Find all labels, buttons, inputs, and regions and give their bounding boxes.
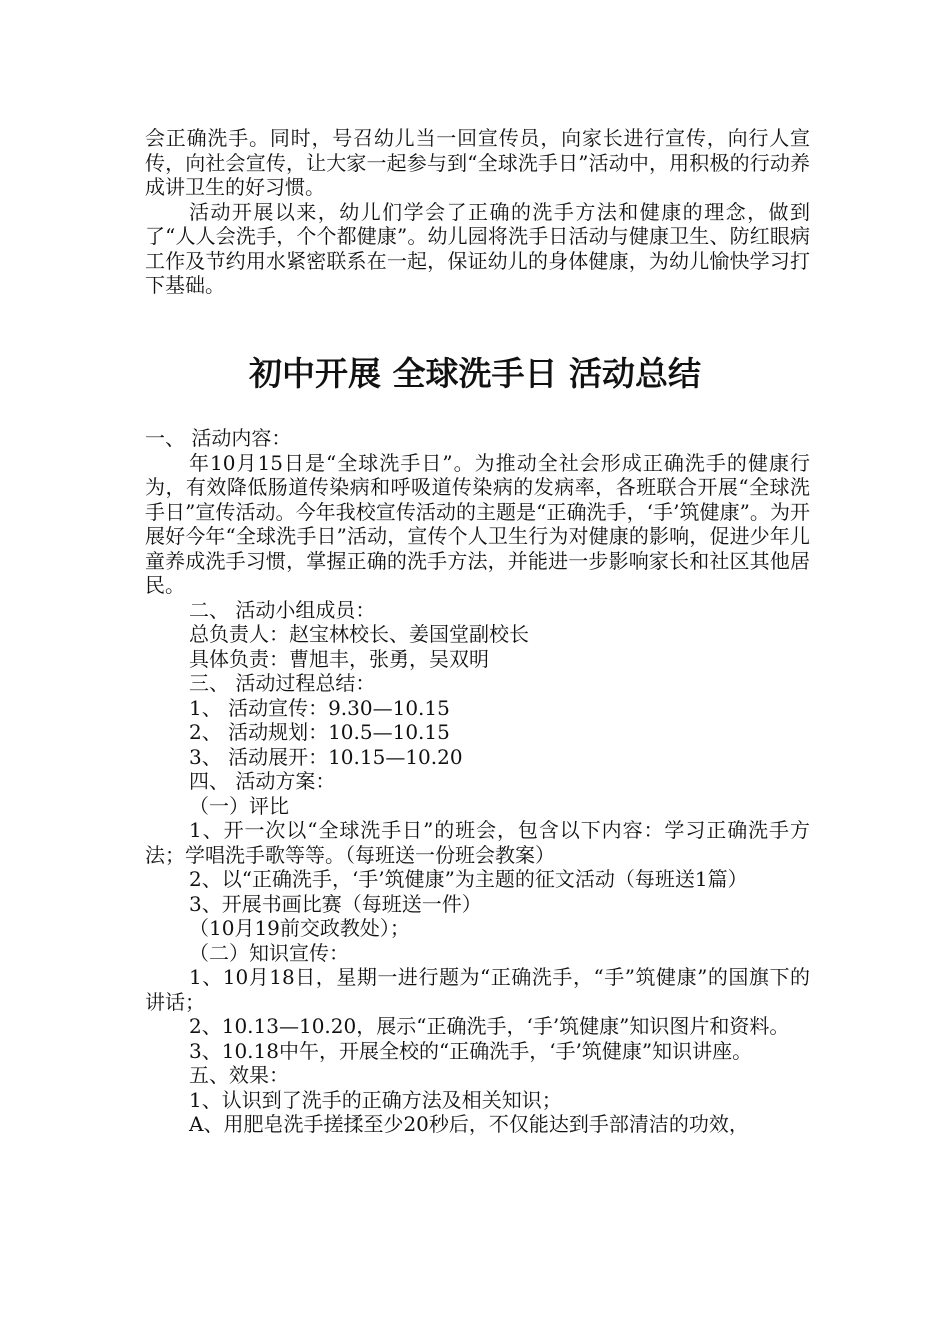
plan-item-1: 1、开一次以“全球洗手日”的班会，包含以下内容：学习正确洗手方法；学唱洗手歌等等。（每班送一份班会教案）: [145, 818, 810, 867]
summary-body: [145, 426, 810, 1137]
subsection-1-heading: （一）评比: [189, 793, 289, 818]
knowledge-item-3: 3、10.18中午，开展全校的“正确洗手，‘手’筑健康”知识讲座。: [189, 1038, 753, 1063]
knowledge-item-2: 2、10.13—10.20，展示“正确洗手，‘手’筑健康”知识图片和资料。: [189, 1014, 790, 1038]
section-1-text: 年10月15日是“全球洗手日”。为推动全社会形成正确洗手的健康行为，有效降低肠道传染病和呼吸道传染病的发病率，各班联合开展“全球洗手日”宣传活动。今年我校宣传活动的主题是“正确洗手，‘手’筑健康”。为开展好今年“全球洗手日”活动，宣传个人卫生行为对健康的影响，促进少年儿童养成洗手习惯，掌握正确的洗手方法，并能进一步影响家长和社区其他居民。: [145, 450, 810, 597]
intro-paragraph-2: 活动开展以来，幼儿们学会了正确的洗手方法和健康的理念，做到了“人人会洗手，个个都健康”。幼儿园将洗手日活动与健康卫生、防红眼病工作及节约用水紧密联系在一起，保证幼儿的身体健康，为幼儿愉快学习打下基础。: [145, 199, 810, 297]
leader-line: 总负责人：赵宝林校长、姜国堂副校长: [189, 622, 529, 646]
process-step-1: 1、 活动宣传：9.30—10.15: [189, 695, 450, 720]
document-title: 初中开展 全球洗手日 活动总结: [249, 354, 701, 393]
deadline-note: （10月19前交政教处）；: [189, 916, 410, 940]
intro-section: [145, 126, 810, 298]
staff-line: 具体负责：曹旭丰，张勇，吴双明: [189, 646, 489, 671]
process-step-2: 2、 活动规划：10.5—10.15: [189, 720, 450, 744]
section-2-heading: 二、 活动小组成员：: [189, 597, 376, 622]
section-1-heading: 一、 活动内容：: [145, 426, 292, 450]
subsection-2-heading: （二）知识宣传：: [189, 940, 349, 965]
plan-item-3: 3、开展书画比赛（每班送一件）: [189, 891, 482, 916]
section-5-heading: 五、效果：: [189, 1063, 289, 1087]
intro-paragraph-1: 会正确洗手。同时，号召幼儿当一回宣传员，向家长进行宣传，向行人宣传，向社会宣传，让大家一起参与到“全球洗手日”活动中，用积极的行动养成讲卫生的好习惯。: [145, 126, 810, 199]
effect-item-a: A、用肥皂洗手搓揉至少20秒后，不仅能达到手部清洁的功效，: [189, 1112, 749, 1136]
process-step-3: 3、 活动展开：10.15—10.20: [189, 744, 463, 769]
section-4-heading: 四、 活动方案：: [189, 769, 336, 793]
effect-item-1: 1、认识到了洗手的正确方法及相关知识；: [189, 1087, 562, 1112]
plan-item-2: 2、以“正确洗手，‘手’筑健康”为主题的征文活动（每班送1篇）: [189, 867, 748, 891]
knowledge-item-1: 1、10月18日，星期一进行题为“正确洗手，“手”筑健康”的国旗下的讲话；: [145, 965, 810, 1014]
section-3-heading: 三、 活动过程总结：: [189, 671, 376, 695]
